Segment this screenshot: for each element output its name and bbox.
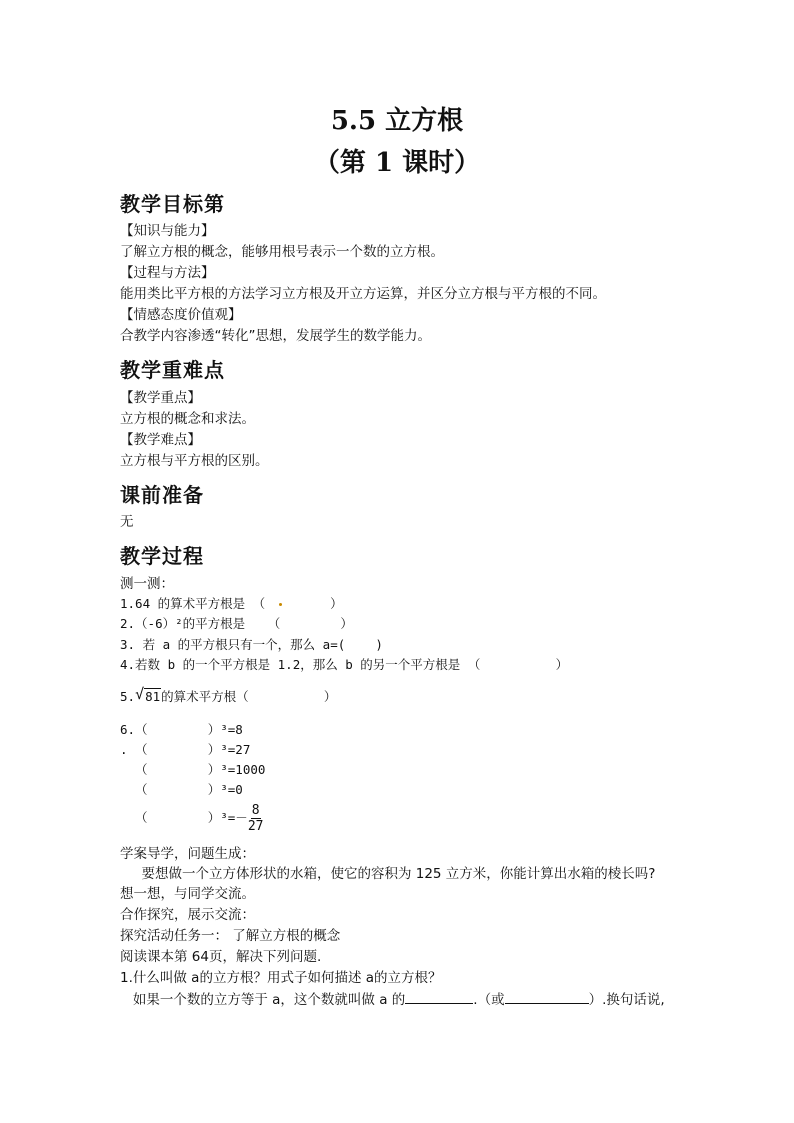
fraction: $\frac{8}{27}$ bbox=[247, 803, 264, 834]
section-heading-goals: 教学目标第 bbox=[120, 192, 225, 216]
guide-text: 要想做一个立方体形状的水箱，使它的容积为 125 立方米，你能计算出水箱的棱长吗? bbox=[120, 866, 656, 882]
page-title: 5.5 立方根 bbox=[330, 106, 464, 136]
knowledge-label: 【知识与能力】 bbox=[120, 223, 215, 239]
think-text: 想一想，与同学交流。 bbox=[120, 886, 255, 902]
read-instruction: 阅读课本第 64页，解决下列问题. bbox=[120, 949, 322, 965]
cube-item-2: . （ ）³=27 bbox=[120, 742, 251, 757]
guide-title: 学案导学，问题生成： bbox=[120, 846, 255, 862]
quiz-item-2: 2.（-6）²的平方根是 （ ） bbox=[120, 616, 353, 631]
sqrt-expression: √ 81 bbox=[135, 685, 161, 704]
section-heading-prep: 课前准备 bbox=[120, 483, 204, 507]
coop-title: 合作探究，展示交流： bbox=[120, 907, 255, 923]
definition-question: 1.什么叫做 a的立方根？用式子如何描述 a的立方根？ bbox=[120, 970, 442, 986]
process-method-text: 能用类比平方根的方法学习立方根及开立方运算，并区分立方根与平方根的不同。 bbox=[120, 286, 606, 302]
prep-text: 无 bbox=[120, 514, 134, 530]
quiz-item-1: 1.64 的算术平方根是 （ ） bbox=[120, 596, 343, 611]
quiz-title: 测一测： bbox=[120, 576, 174, 592]
task1-title: 探究活动任务一： 了解立方根的概念 bbox=[120, 928, 341, 944]
section-heading-process: 教学过程 bbox=[120, 544, 204, 568]
definition-line: 如果一个数的立方等于 a，这个数就叫做 a 的 .（或 ）.换句话说, bbox=[120, 992, 665, 1008]
quiz-item-5: 5. √ 81的算术平方根（ ） bbox=[120, 685, 337, 704]
knowledge-text: 了解立方根的概念，能够用根号表示一个数的立方根。 bbox=[120, 244, 444, 260]
answer-blank-1[interactable] bbox=[405, 991, 473, 1004]
cube-item-3: （ ）³=1000 bbox=[120, 762, 266, 777]
emotion-label: 【情感态度价值观】 bbox=[120, 307, 242, 323]
cube-item-4: （ ）³=0 bbox=[120, 782, 243, 797]
emotion-text: 合教学内容渗透“转化”思想，发展学生的数学能力。 bbox=[120, 328, 431, 344]
cube-item-5: （ ）³=－ $\frac{8}{27}$ bbox=[120, 803, 264, 834]
page-subtitle: （第 1 课时） bbox=[313, 148, 481, 178]
difficulty-text: 立方根与平方根的区别。 bbox=[120, 453, 269, 469]
answer-blank-2[interactable] bbox=[505, 991, 589, 1004]
quiz-item-3: 3. 若 a 的平方根只有一个，那么 a=( ) bbox=[120, 637, 383, 652]
difficulty-label: 【教学难点】 bbox=[120, 432, 201, 448]
stray-mark bbox=[279, 603, 282, 606]
focus-text: 立方根的概念和求法。 bbox=[120, 411, 255, 427]
cube-item-1: 6.（ ）³=8 bbox=[120, 722, 243, 737]
focus-label: 【教学重点】 bbox=[120, 390, 201, 406]
process-method-label: 【过程与方法】 bbox=[120, 265, 215, 281]
quiz-item-4: 4.若数 b 的一个平方根是 1.2，那么 b 的另一个平方根是 （ ） bbox=[120, 657, 569, 672]
section-heading-keypoints: 教学重难点 bbox=[120, 358, 225, 382]
